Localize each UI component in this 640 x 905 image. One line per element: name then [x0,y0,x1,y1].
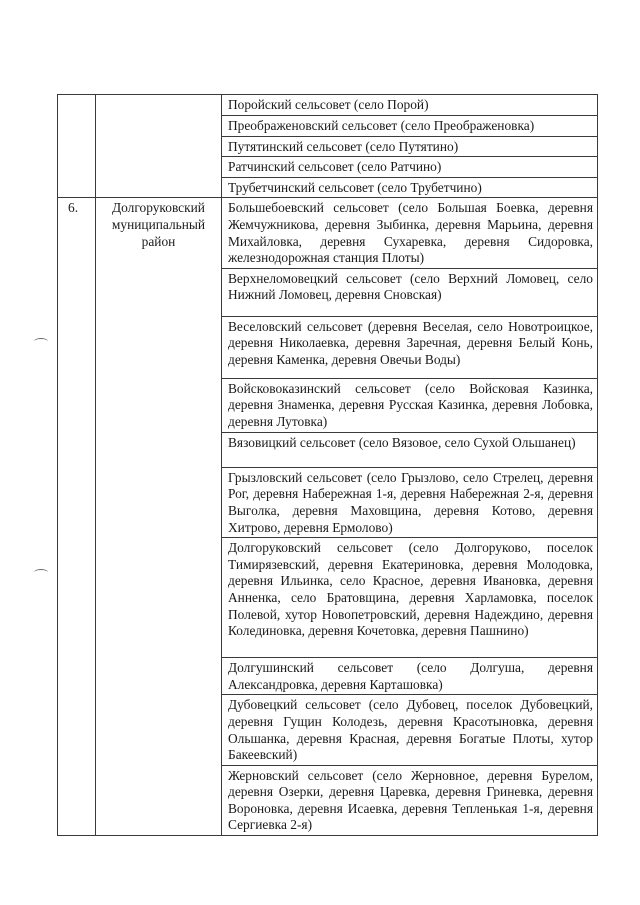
council-cell: Жерновский сельсовет (село Жерновное, деревня Бурелом, деревня Озерки, деревня Царевка, деревня Гриневка, деревня Вороновка, деревня Исаевка, деревня Тепленькая 1-я, деревня Сергиевка 2-я) [222,765,598,835]
district-name: Долгоруковский муниципальный район [96,198,222,836]
council-cell: Ратчинский сельсовет (село Ратчино) [222,157,598,178]
council-cell: Верхнеломовецкий сельсовет (село Верхний Ломовец, село Нижний Ломовец, деревня Сновская) [222,268,598,316]
council-cell: Долгушинский сельсовет (село Долгуша, деревня Александровка, деревня Карташовка) [222,658,598,695]
number-cell-empty [58,95,96,198]
council-cell: Трубетчинский сельсовет (село Трубетчино) [222,177,598,198]
margin-mark-upper [34,338,48,345]
table-row [58,198,598,268]
district-number: 6. [58,198,96,836]
council-cell: Вязовицкий сельсовет (село Вязовое, село Сухой Ольшанец) [222,432,598,467]
council-cell: Грызловский сельсовет (село Грызлово, село Стрелец, деревня Рог, деревня Набережная 1-я, деревня Набережная 2-я, деревня Выголка, деревня Маховщина, деревня Котово, деревня Хитрово, деревня Ермолово) [222,467,598,537]
council-cell: Войсковоказинский сельсовет (село Войсковая Казинка, деревня Знаменка, деревня Русская Казинка, деревня Лобовка, деревня Лутовка) [222,378,598,432]
table-row [58,95,598,116]
settlements-table [57,94,598,836]
council-cell: Веселовский сельсовет (деревня Веселая, село Новотроицкое, деревня Николаевка, деревня Заречная, деревня Белый Конь, деревня Каменка, деревня Овечьи Воды) [222,316,598,378]
council-cell: Поройский сельсовет (село Порой) [222,95,598,116]
council-cell: Долгоруковский сельсовет (село Долгоруково, поселок Тимирязевский, деревня Екатериновка, деревня Молодовка, деревня Ильинка, село Красное, деревня Ивановка, деревня Анненка, село Братовщина, деревня Харламовка, поселок Полевой, хутор Новопетровский, деревня Надеждино, деревня Колединовка, деревня Кочетовка, деревня Пашнино) [222,538,598,658]
district-cell-empty [96,95,222,198]
council-cell: Преображеновский сельсовет (село Преображеновка) [222,116,598,137]
council-cell: Путятинский сельсовет (село Путятино) [222,136,598,157]
council-cell: Большебоевский сельсовет (село Большая Боевка, деревня Жемчужникова, деревня Зыбинка, деревня Марьина, деревня Михайловка, деревня Сухаревка, деревня Сидоровка, железнодорожная станция Плоты) [222,198,598,268]
margin-mark-lower [34,569,48,576]
council-cell: Дубовецкий сельсовет (село Дубовец, поселок Дубовецкий, деревня Гущин Колодезь, деревня Красотыновка, деревня Ольшанка, деревня Красная, деревня Богатые Плоты, хутор Бакеевский) [222,695,598,765]
